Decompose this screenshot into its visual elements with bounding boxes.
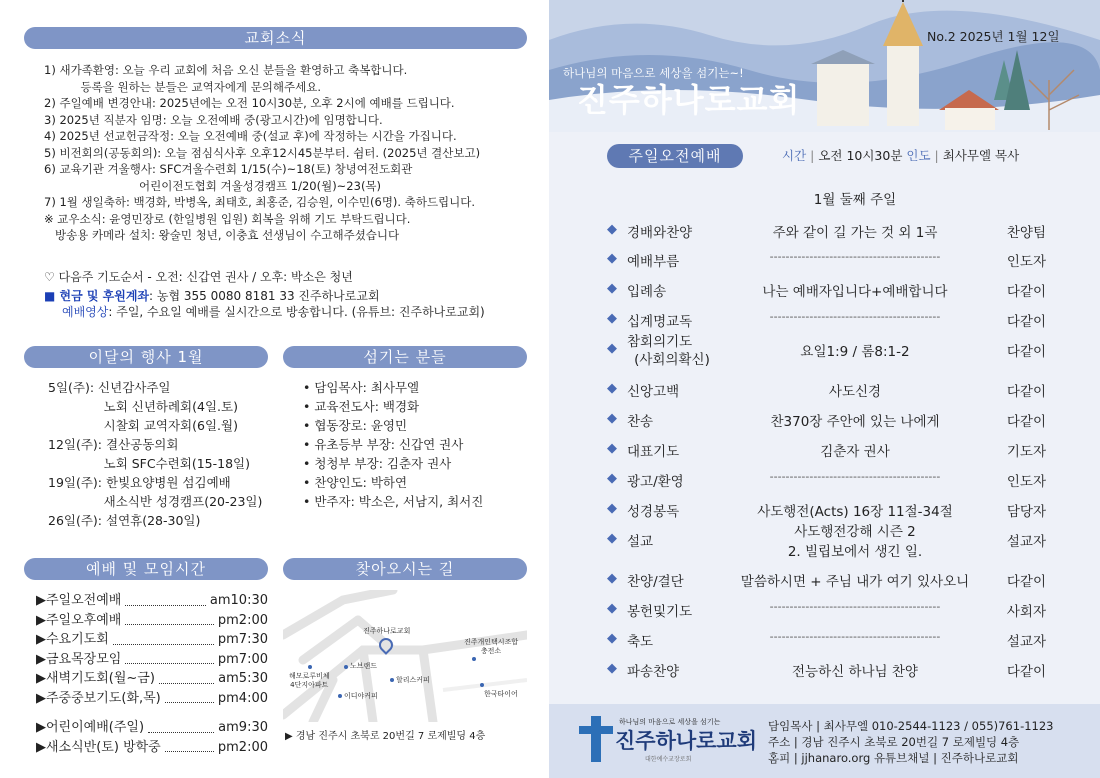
worship-row [607, 434, 1047, 464]
event-item: 새소식반 성경캠프(20-23일) [48, 494, 263, 509]
worship-row [607, 274, 1047, 304]
directions-title: 찾아오시는 길 [283, 558, 527, 580]
schedule-row [36, 718, 268, 738]
schedule-list [36, 591, 268, 708]
worship-item-name: 설교 [627, 534, 654, 550]
worship-item-name: 경배와찬양 [627, 225, 693, 241]
schedule-row [36, 591, 268, 611]
diamond-bullet-icon: ◆ [607, 222, 617, 237]
worship-item-leader: 기도자 [1006, 444, 1046, 460]
event-item: 시찰회 교역자회(6일.월) [48, 418, 238, 433]
worship-item-name: 찬송 [627, 414, 654, 430]
servant-item: • 유초등부 부장: 신갑연 권사 [303, 437, 464, 452]
worship-item-content-line2: 2. 빌립보에서 생긴 일. [787, 544, 923, 560]
worship-item-content: 사도행전강해 시즌 2 [794, 524, 916, 540]
service-time-info: 시간 | 오전 10시30분 인도 | 최사무엘 목사 [782, 148, 1020, 163]
worship-row [607, 244, 1047, 274]
schedule-name: ▶금요목장모임 [36, 651, 122, 667]
worship-item-name: 참회의기도 [627, 334, 693, 350]
worship-item-content: 말씀하시면 + 주님 내가 여기 있사오니 [740, 574, 970, 590]
schedule-name: ▶수요기도회 [36, 632, 109, 647]
schedule-row [36, 630, 268, 650]
logo-name: 진주하나로교회 [615, 729, 758, 753]
worship-item-leader: 다같이 [1006, 664, 1046, 680]
schedule-name: ▶새벽기도회(월~금) [36, 671, 155, 686]
worship-row [607, 594, 1047, 624]
schedule-title: 예배 및 모임시간 [24, 558, 268, 580]
news-item: 등록을 원하는 분들은 교역자에게 문의해주세요. [44, 79, 322, 94]
event-item: 26일(주): 설연휴(28-30일) [48, 513, 201, 528]
donation-info [44, 289, 380, 303]
event-item: 12일(주): 결산공동의회 [48, 437, 179, 452]
donation-label: ■ 현금 및 후원계좌 [44, 289, 150, 303]
news-item: 5) 비전회의(공동회의): 오늘 점심식사후 오후12시45분부터. 쉼터. (2025년 결산보고) [44, 145, 481, 160]
news-item: 어린이전도협회 겨울성경캠프 1/20(월)~23(목) [44, 178, 382, 193]
leader-value: 최사무엘 목사 [942, 148, 1020, 163]
issue-date: No.2 2025년 1월 12일 [927, 29, 1060, 44]
servant-item: • 교육전도사: 백경화 [303, 399, 420, 414]
worship-item-name: 성경봉독 [627, 504, 680, 520]
worship-item-leader: 다같이 [1006, 314, 1046, 330]
diamond-bullet-icon: ◆ [607, 411, 617, 426]
leader-label: 인도 [906, 148, 931, 163]
worship-item-content: 사도신경 [828, 384, 882, 400]
schedule-name: ▶어린이예배(주일) [36, 720, 145, 735]
video-info [62, 305, 485, 319]
schedule-time: am5:30 [218, 671, 268, 686]
logo-slogan: 하나님의 마음으로 세상을 섬기는 [619, 718, 721, 726]
leader-dots [165, 689, 214, 704]
worship-item-name: 파송찬양 [627, 664, 680, 680]
diamond-bullet-icon: ◆ [607, 601, 617, 616]
footer-homepage: 홈피 | jjhanaro.org 유튜브채널 | 진주하나로교회 [768, 751, 1019, 765]
worship-item-name: 찬양/결단 [627, 574, 684, 590]
worship-item-content: ------------------------------------------- [769, 600, 941, 613]
map-dot [338, 694, 342, 698]
map-dot [344, 665, 348, 669]
schedule-list-children [36, 718, 268, 757]
worship-row [607, 524, 1047, 560]
diamond-bullet-icon: ◆ [607, 341, 617, 356]
worship-item-leader: 다같이 [1006, 574, 1046, 590]
diamond-bullet-icon: ◆ [607, 501, 617, 516]
worship-row [607, 374, 1047, 404]
worship-item-content: 주와 같이 길 가는 것 외 1곡 [772, 225, 938, 241]
map-roads [283, 590, 527, 722]
worship-item-name: 축도 [627, 634, 654, 650]
worship-row [607, 624, 1047, 654]
leader-dots [113, 630, 214, 645]
worship-item-content: 요일1:9 / 롬8:1-2 [800, 344, 910, 360]
diamond-bullet-icon: ◆ [607, 281, 617, 296]
footer [549, 704, 1100, 778]
event-item: 노회 SFC수련회(15-18일) [48, 456, 250, 471]
news-item: 6) 교육기관 겨울행사: SFC겨울수련회 1/15(수)~18(토) 창녕여전도회관 [44, 162, 413, 176]
schedule-row [36, 650, 268, 670]
worship-item-leader: 다같이 [1006, 344, 1046, 360]
prayer-order: ♡ 다음주 기도순서 - 오전: 신갑연 권사 / 오후: 박소은 청년 [44, 270, 353, 284]
schedule-row [36, 738, 268, 758]
worship-row [607, 564, 1047, 594]
news-item: ※ 교우소식: 윤영민장로 (한일병원 입원) 회복을 위해 기도 부탁드립니다. [44, 211, 411, 226]
church-name-title: 진주하나로교회 [577, 81, 801, 119]
schedule-time: am9:30 [218, 720, 268, 735]
leader-dots [125, 650, 214, 665]
news-item: 방송용 카메라 설치: 왕술민 청년, 이충효 선생님이 수고해주셨습니다 [44, 228, 400, 242]
map-label-church: 진주하나로교회 [363, 627, 411, 635]
schedule-time: am10:30 [209, 593, 268, 608]
schedule-time: pm2:00 [217, 739, 268, 755]
event-item: 노회 신년하례회(4일.토) [48, 399, 238, 414]
worship-row [607, 404, 1047, 434]
worship-item-leader: 인도자 [1006, 474, 1046, 490]
map-label-noble: 노브랜드 [350, 662, 378, 670]
donation-text: : 농협 355 0080 8181 33 진주하나로교회 [149, 289, 380, 303]
worship-item-leader: 담당자 [1006, 504, 1046, 520]
leader-dots [125, 591, 206, 606]
event-item: 19일(주): 한빛요양병원 섬김예배 [48, 475, 231, 490]
news-item: 2) 주일예배 변경안내: 2025년에는 오전 10시30분, 오후 2시에 예배를 드립니다. [44, 96, 455, 110]
worship-row [607, 654, 1047, 684]
leader-dots [159, 669, 214, 684]
cross-logo-bar [579, 726, 613, 734]
schedule-time: pm7:30 [217, 632, 268, 647]
leader-dots [165, 738, 214, 753]
news-item: 3) 2025년 직분자 임명: 오늘 오전예배 중(광고시간)에 임명합니다. [44, 112, 383, 127]
schedule-time: pm4:00 [217, 690, 268, 706]
diamond-bullet-icon: ◆ [607, 661, 617, 676]
map-dot [472, 657, 476, 661]
worship-item-name: 봉헌및기도 [627, 604, 693, 620]
worship-item-leader: 사회자 [1006, 604, 1046, 620]
worship-item-leader: 다같이 [1006, 384, 1046, 400]
diamond-bullet-icon: ◆ [607, 631, 617, 646]
news-item: 7) 1월 생일축하: 백경화, 박병옥, 최태호, 최홍준, 김승원, 이수민(6명). 축하드립니다. [44, 195, 476, 209]
schedule-name: ▶주일오후예배 [36, 612, 122, 628]
worship-item-content: 김춘자 권사 [820, 444, 890, 460]
worship-item-subname: (사회의확신) [634, 352, 710, 368]
worship-item-name: 입례송 [627, 284, 667, 300]
servant-item: • 담임목사: 최사무엘 [303, 380, 420, 395]
diamond-bullet-icon: ◆ [607, 311, 617, 326]
schedule-row [36, 669, 268, 689]
footer-address: 주소 | 경남 진주시 초북로 20번길 7 로제빌딩 4층 [768, 735, 1020, 749]
map-dot [308, 665, 312, 669]
worship-item-content: ------------------------------------------- [769, 630, 941, 643]
schedule-name: ▶주중중보기도(화,목) [36, 690, 161, 706]
servants-title: 섬기는 분들 [283, 346, 527, 368]
location-map [283, 590, 527, 722]
worship-item-leader: 찬양팀 [1006, 225, 1046, 241]
map-label-clinic: 진주개인택시조합 충전소 [464, 638, 519, 655]
news-item: 4) 2025년 선교헌금작정: 오늘 오전예배 중(설교 후)에 작정하는 시간을 가집니다. [44, 129, 457, 143]
footer-pastor: 담임목사 | 최사무엘 010-2544-1123 / 055)761-1123 [768, 719, 1054, 733]
event-item: 5일(주): 신년감사주일 [48, 380, 171, 395]
diamond-bullet-icon: ◆ [607, 531, 617, 546]
servant-item: • 협동장로: 윤영민 [303, 418, 408, 433]
worship-item-name: 십계명교독 [627, 314, 693, 330]
worship-item-name: 광고/환영 [627, 474, 684, 490]
worship-item-leader: 다같이 [1006, 284, 1046, 300]
worship-item-name: 신앙고백 [627, 384, 680, 400]
worship-item-content: ------------------------------------------- [769, 310, 941, 323]
video-text: : 주일, 수요일 예배를 실시간으로 방송합니다. (유튜브: 진주하나로교회) [108, 305, 485, 319]
news-title: 교회소식 [24, 27, 527, 49]
time-value: 오전 10시30분 [818, 148, 903, 163]
map-dot [390, 678, 394, 682]
diamond-bullet-icon: ◆ [607, 571, 617, 586]
worship-item-content: 사도행전(Acts) 16장 11절-34절 [757, 504, 953, 520]
worship-item-leader: 설교자 [1006, 534, 1046, 550]
servant-item: • 반주자: 박소은, 서남지, 최서진 [303, 494, 484, 509]
map-label-apt: 해모로루비체 4단지아파트 [289, 672, 330, 689]
worship-item-name: 예배부름 [627, 254, 680, 270]
events-list [48, 378, 262, 530]
worship-row [607, 464, 1047, 494]
diamond-bullet-icon: ◆ [607, 381, 617, 396]
diamond-bullet-icon: ◆ [607, 251, 617, 266]
worship-row [607, 215, 1047, 245]
servant-item: • 찬양인도: 박하연 [303, 475, 408, 490]
leader-dots [148, 718, 214, 733]
worship-item-content: 나는 예배자입니다+예배합니다 [762, 284, 948, 300]
map-label-hollys: 할리스커피 [396, 676, 430, 684]
news-list [44, 62, 524, 244]
servants-list [303, 378, 483, 511]
worship-item-leader: 다같이 [1006, 414, 1046, 430]
map-dot [480, 683, 484, 687]
schedule-name: ▶새소식반(토) 방학중 [36, 739, 161, 755]
worship-item-leader: 인도자 [1006, 254, 1046, 270]
worship-item-name: 대표기도 [627, 444, 680, 460]
cross-logo-icon [591, 716, 601, 762]
schedule-name: ▶주일오전예배 [36, 593, 122, 608]
worship-row [607, 334, 1047, 368]
map-label-ediya: 이디야커피 [344, 692, 378, 700]
week-title: 1월 둘째 주일 [813, 192, 897, 208]
church-address: ▶ 경남 진주시 초북로 20번길 7 로제빌딩 4층 [285, 731, 486, 742]
worship-item-content: 찬370장 주안에 있는 나에게 [770, 414, 940, 430]
news-item: 1) 새가족환영: 오늘 우리 교회에 처음 오신 분들을 환영하고 축복합니다. [44, 63, 408, 77]
service-badge: 주일오전예배 [607, 144, 743, 168]
diamond-bullet-icon: ◆ [607, 471, 617, 486]
video-label: 예배영상 [62, 305, 109, 319]
time-label: 시간 [782, 148, 807, 163]
worship-item-content: ------------------------------------------- [769, 250, 941, 263]
servant-item: • 청청부 부장: 김춘자 권사 [303, 456, 452, 471]
leader-dots [125, 611, 214, 626]
events-title: 이달의 행사 1월 [24, 346, 268, 368]
logo-denomination: 대한예수교장로회 [645, 756, 692, 763]
slogan: 하나님의 마음으로 세상을 섬기는~! [563, 66, 744, 80]
schedule-row [36, 611, 268, 631]
worship-item-leader: 설교자 [1006, 634, 1046, 650]
schedule-time: pm7:00 [217, 651, 268, 667]
worship-item-content: ------------------------------------------- [769, 470, 941, 483]
schedule-row [36, 689, 268, 709]
worship-item-content: 전능하신 하나님 찬양 [792, 664, 918, 680]
diamond-bullet-icon: ◆ [607, 441, 617, 456]
schedule-time: pm2:00 [217, 612, 268, 628]
map-label-tire: 한국타이어 [484, 690, 518, 698]
